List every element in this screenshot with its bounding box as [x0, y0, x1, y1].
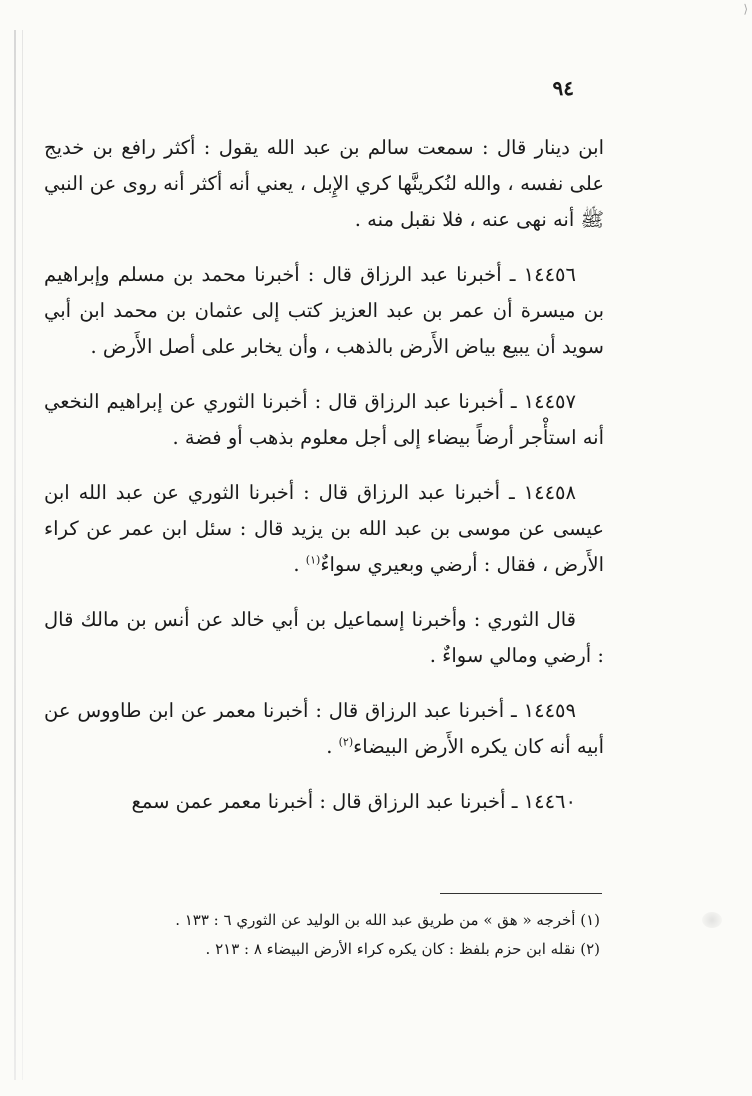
- scan-binding-edge: [14, 30, 16, 1080]
- footnotes: [60, 906, 600, 964]
- footnote-ref-1[interactable]: (١): [305, 553, 321, 567]
- paragraph-thawri-note: قال الثوري : وأخبرنا إسماعيل بن أبي خالد عن أنس بن مالك قال : أرضي ومالي سواءٌ .: [44, 608, 604, 667]
- main-text: [44, 130, 604, 839]
- hadith-14459-text: ١٤٤٥٩ ـ أخبرنا عبد الرزاق قال : أخبرنا معمر عن ابن طاووس عن أبيه أنه كان يكره الأَرض البيضاء: [44, 699, 604, 758]
- paragraph-hadith-14459: [44, 693, 604, 765]
- paragraph-hadith-14460: ١٤٤٦٠ ـ أخبرنا عبد الرزاق قال : أخبرنا معمر عمن سمع: [131, 790, 576, 813]
- footnote-ref-2[interactable]: (٢): [338, 735, 354, 749]
- scan-binding-edge-inner: [22, 30, 23, 1080]
- paragraph-hadith-14456: ١٤٤٥٦ ـ أخبرنا عبد الرزاق قال : أخبرنا محمد بن مسلم وإبراهيم بن ميسرة أن عمر بن عبد العزيز كتب إلى عثمان بن محمد ابن أبي سويد أن يبيع بياض الأَرض بالذهب ، وأن يخابر على أصل الأَرض .: [44, 263, 604, 358]
- hadith-14458-end: .: [293, 553, 300, 576]
- footnote-2: (٢) نقله ابن حزم بلفظ : كان يكره كراء الأرض البيضاء ٨ : ٢١٣ .: [205, 940, 600, 958]
- hadith-14458-text: ١٤٤٥٨ ـ أخبرنا عبد الرزاق قال : أخبرنا الثوري عن عبد الله ابن عيسى عن موسى بن عبد الله بن يزيد قال : سئل ابن عمر عن كراء الأَرض ، فقال : أرضي وبعيري سواءٌ: [44, 481, 604, 576]
- scan-smudge: [702, 912, 722, 928]
- paragraph-continuation: ابن دينار قال : سمعت سالم بن عبد الله يقول : أكثر رافع بن خديج على نفسه ، والله لنُكرينَّها كري الإِبل ، يعني أنه أكثر أنه روى عن النبي ﷺ أنه نهى عنه ، فلا نقبل منه .: [44, 136, 604, 231]
- footnote-divider: [440, 893, 602, 894]
- paragraph-hadith-14458: [44, 475, 604, 583]
- hadith-14459-end: .: [326, 735, 333, 758]
- footnote-1: (١) أخرجه « هق » من طريق عبد الله بن الوليد عن الثوري ٦ : ١٣٣ .: [175, 911, 600, 929]
- paragraph-hadith-14457: ١٤٤٥٧ ـ أخبرنا عبد الرزاق قال : أخبرنا الثوري عن إبراهيم النخعي أنه استأْجر أرضاً بيضاء إلى أجل معلوم بذهب أو فضة .: [44, 390, 604, 449]
- page-number: ٩٤: [552, 76, 574, 100]
- scan-corner-mark: ⟩: [743, 2, 748, 16]
